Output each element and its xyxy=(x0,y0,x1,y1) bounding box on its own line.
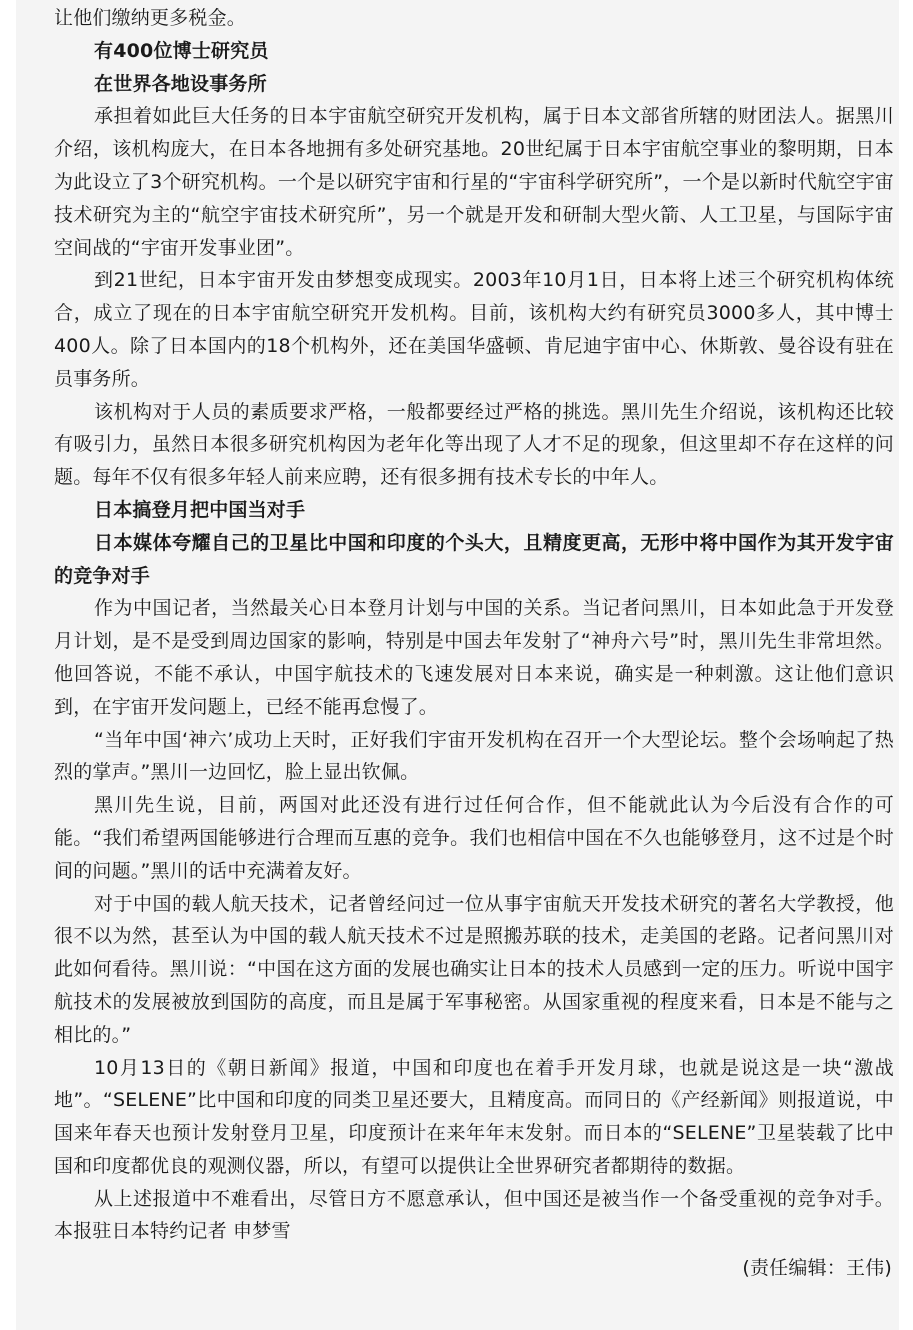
paragraph-8: 10月13日的《朝日新闻》报道，中国和印度也在着手开发月球，也就是说这是一块“激战地”。“SELENE”比中国和印度的同类卫星还要大，且精度高。而同日的《产经新闻》则报道说，中国来年春天也预计发射登月卫星，印度预计在来年年末发射。而日本的“SELENE”卫星装载了比中国和印度都优良的观测仪器，所以，有望可以提供让全世界研究者都期待的数据。 xyxy=(54,1056,894,1177)
paragraph-3: 该机构对于人员的素质要求严格，一般都要经过严格的挑选。黑川先生介绍说，该机构还比较有吸引力，虽然日本很多研究机构因为老年化等出现了人才不足的现象，但这里却不存在这样的问题。每年不仅有很多年轻人前来应聘，还有很多拥有技术专长的中年人。 xyxy=(54,400,894,489)
paragraph-2: 到21世纪，日本宇宙开发由梦想变成现实。2003年10月1日，日本将上述三个研究机构体统合，成立了现在的日本宇宙航空研究开发机构。目前，该机构大约有研究员3000多人，其中博士400人。除了日本国内的18个机构外，还在美国华盛顿、肯尼迪宇宙中心、休斯敦、曼谷设有驻在员事务所。 xyxy=(54,269,894,390)
page-background xyxy=(16,0,899,1330)
subheading-1-line-2: 在世界各地设事务所 xyxy=(94,72,267,95)
subheading-1-line-1: 有400位博士研究员 xyxy=(94,39,269,62)
paragraph-1: 承担着如此巨大任务的日本宇宙航空研究开发机构，属于日本文部省所辖的财团法人。据黑川介绍，该机构庞大，在日本各地拥有多处研究基地。20世纪属于日本宇宙航空事业的黎明期，日本为此设立了3个研究机构。一个是以研究宇宙和行星的“宇宙科学研究所”，一个是以新时代航空宇宙技术研究为主的“航空宇宙技术研究所”，另一个就是开发和研制大型火箭、人工卫星，与国际宇宙空间战的“宇宙开发事业团”。 xyxy=(54,105,894,259)
editor-credit: (责任编辑：王伟) xyxy=(742,1257,892,1280)
subheading-2-line-1: 日本搞登月把中国当对手 xyxy=(94,498,306,521)
paragraph-6: 黑川先生说，目前，两国对此还没有进行过任何合作，但不能就此认为今后没有合作的可能。“我们希望两国能够进行合理而互惠的竞争。我们也相信中国在不久也能够登月，这不过是个时间的问题。”黑川的话中充满着友好。 xyxy=(54,794,894,882)
subheading-2-line-2: 日本媒体夸耀自己的卫星比中国和印度的个头大，且精度更高，无形中将中国作为其开发宇宙的竞争对手 xyxy=(54,531,894,587)
paragraph-7: 对于中国的载人航天技术，记者曾经问过一位从事宇宙航天开发技术研究的著名大学教授，他很不以为然，甚至认为中国的载人航天技术不过是照搬苏联的技术，走美国的老路。记者问黑川对此如何看待。黑川说：“中国在这方面的发展也确实让日本的技术人员感到一定的压力。听说中国宇航技术的发展被放到国防的高度，而且是属于军事秘密。从国家重视的程度来看，日本是不能与之相比的。” xyxy=(54,892,894,1046)
paragraph-9: 从上述报道中不难看出，尽管日方不愿意承认，但中国还是被当作一个备受重视的竞争对手。 本报驻日本特约记者 申梦雪 xyxy=(54,1187,894,1243)
article-body xyxy=(54,2,894,1285)
continuation-text: 让他们缴纳更多税金。 xyxy=(54,7,247,29)
paragraph-4: 作为中国记者，当然最关心日本登月计划与中国的关系。当记者问黑川，日本如此急于开发登月计划，是不是受到周边国家的影响，特别是中国去年发射了“神舟六号”时，黑川先生非常坦然。他回答说，不能不承认，中国宇航技术的飞速发展对日本来说，确实是一种刺激。这让他们意识到，在宇宙开发问题上，已经不能再怠慢了。 xyxy=(54,597,894,718)
paragraph-5: “当年中国‘神六’成功上天时，正好我们宇宙开发机构在召开一个大型论坛。整个会场响起了热烈的掌声。”黑川一边回忆，脸上显出钦佩。 xyxy=(54,728,894,784)
